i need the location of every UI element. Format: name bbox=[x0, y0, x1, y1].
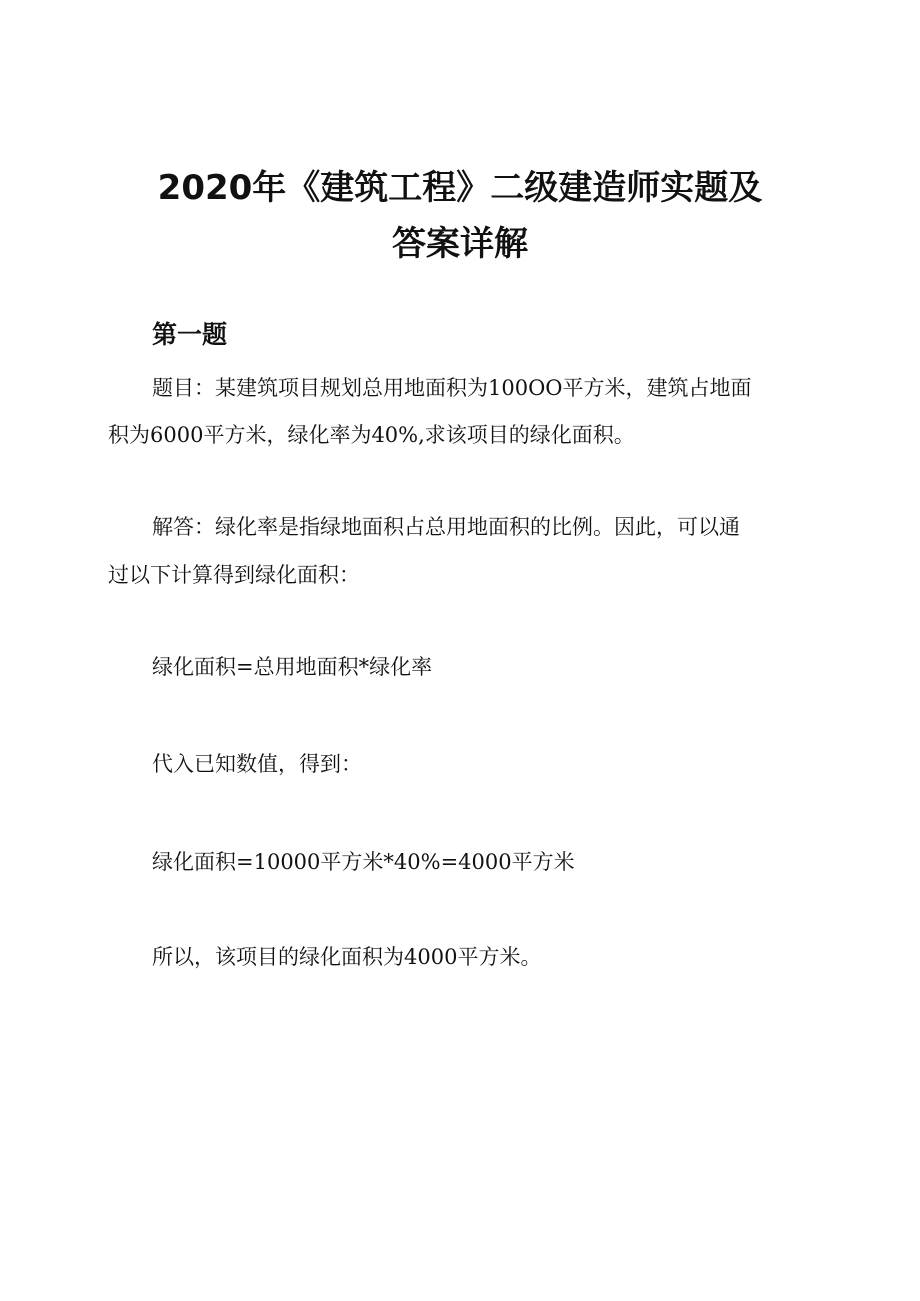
formula-line: 绿化面积=总用地面积*绿化率 bbox=[152, 655, 433, 679]
calculation-line: 绿化面积=10000平方米*40%=4000平方米 bbox=[152, 850, 575, 874]
answer-line-2: 过以下计算得到绿化面积： bbox=[108, 563, 360, 587]
section-heading: 第一题 bbox=[152, 320, 228, 349]
answer-line-1: 解答：绿化率是指绿地面积占总用地面积的比例。因此，可以通 bbox=[152, 515, 740, 539]
document-title-line-1: 2020年《建筑工程》二级建造师实题及 bbox=[157, 168, 763, 208]
question-line-1: 题目：某建筑项目规划总用地面积为100OO平方米，建筑占地面 bbox=[152, 376, 752, 400]
substitute-intro-line: 代入已知数值，得到： bbox=[152, 752, 362, 776]
document-title-line-2: 答案详解 bbox=[392, 224, 528, 264]
conclusion-line: 所以，该项目的绿化面积为4000平方米。 bbox=[152, 945, 542, 969]
question-line-2: 积为6000平方米，绿化率为40%,求该项目的绿化面积。 bbox=[108, 423, 635, 447]
